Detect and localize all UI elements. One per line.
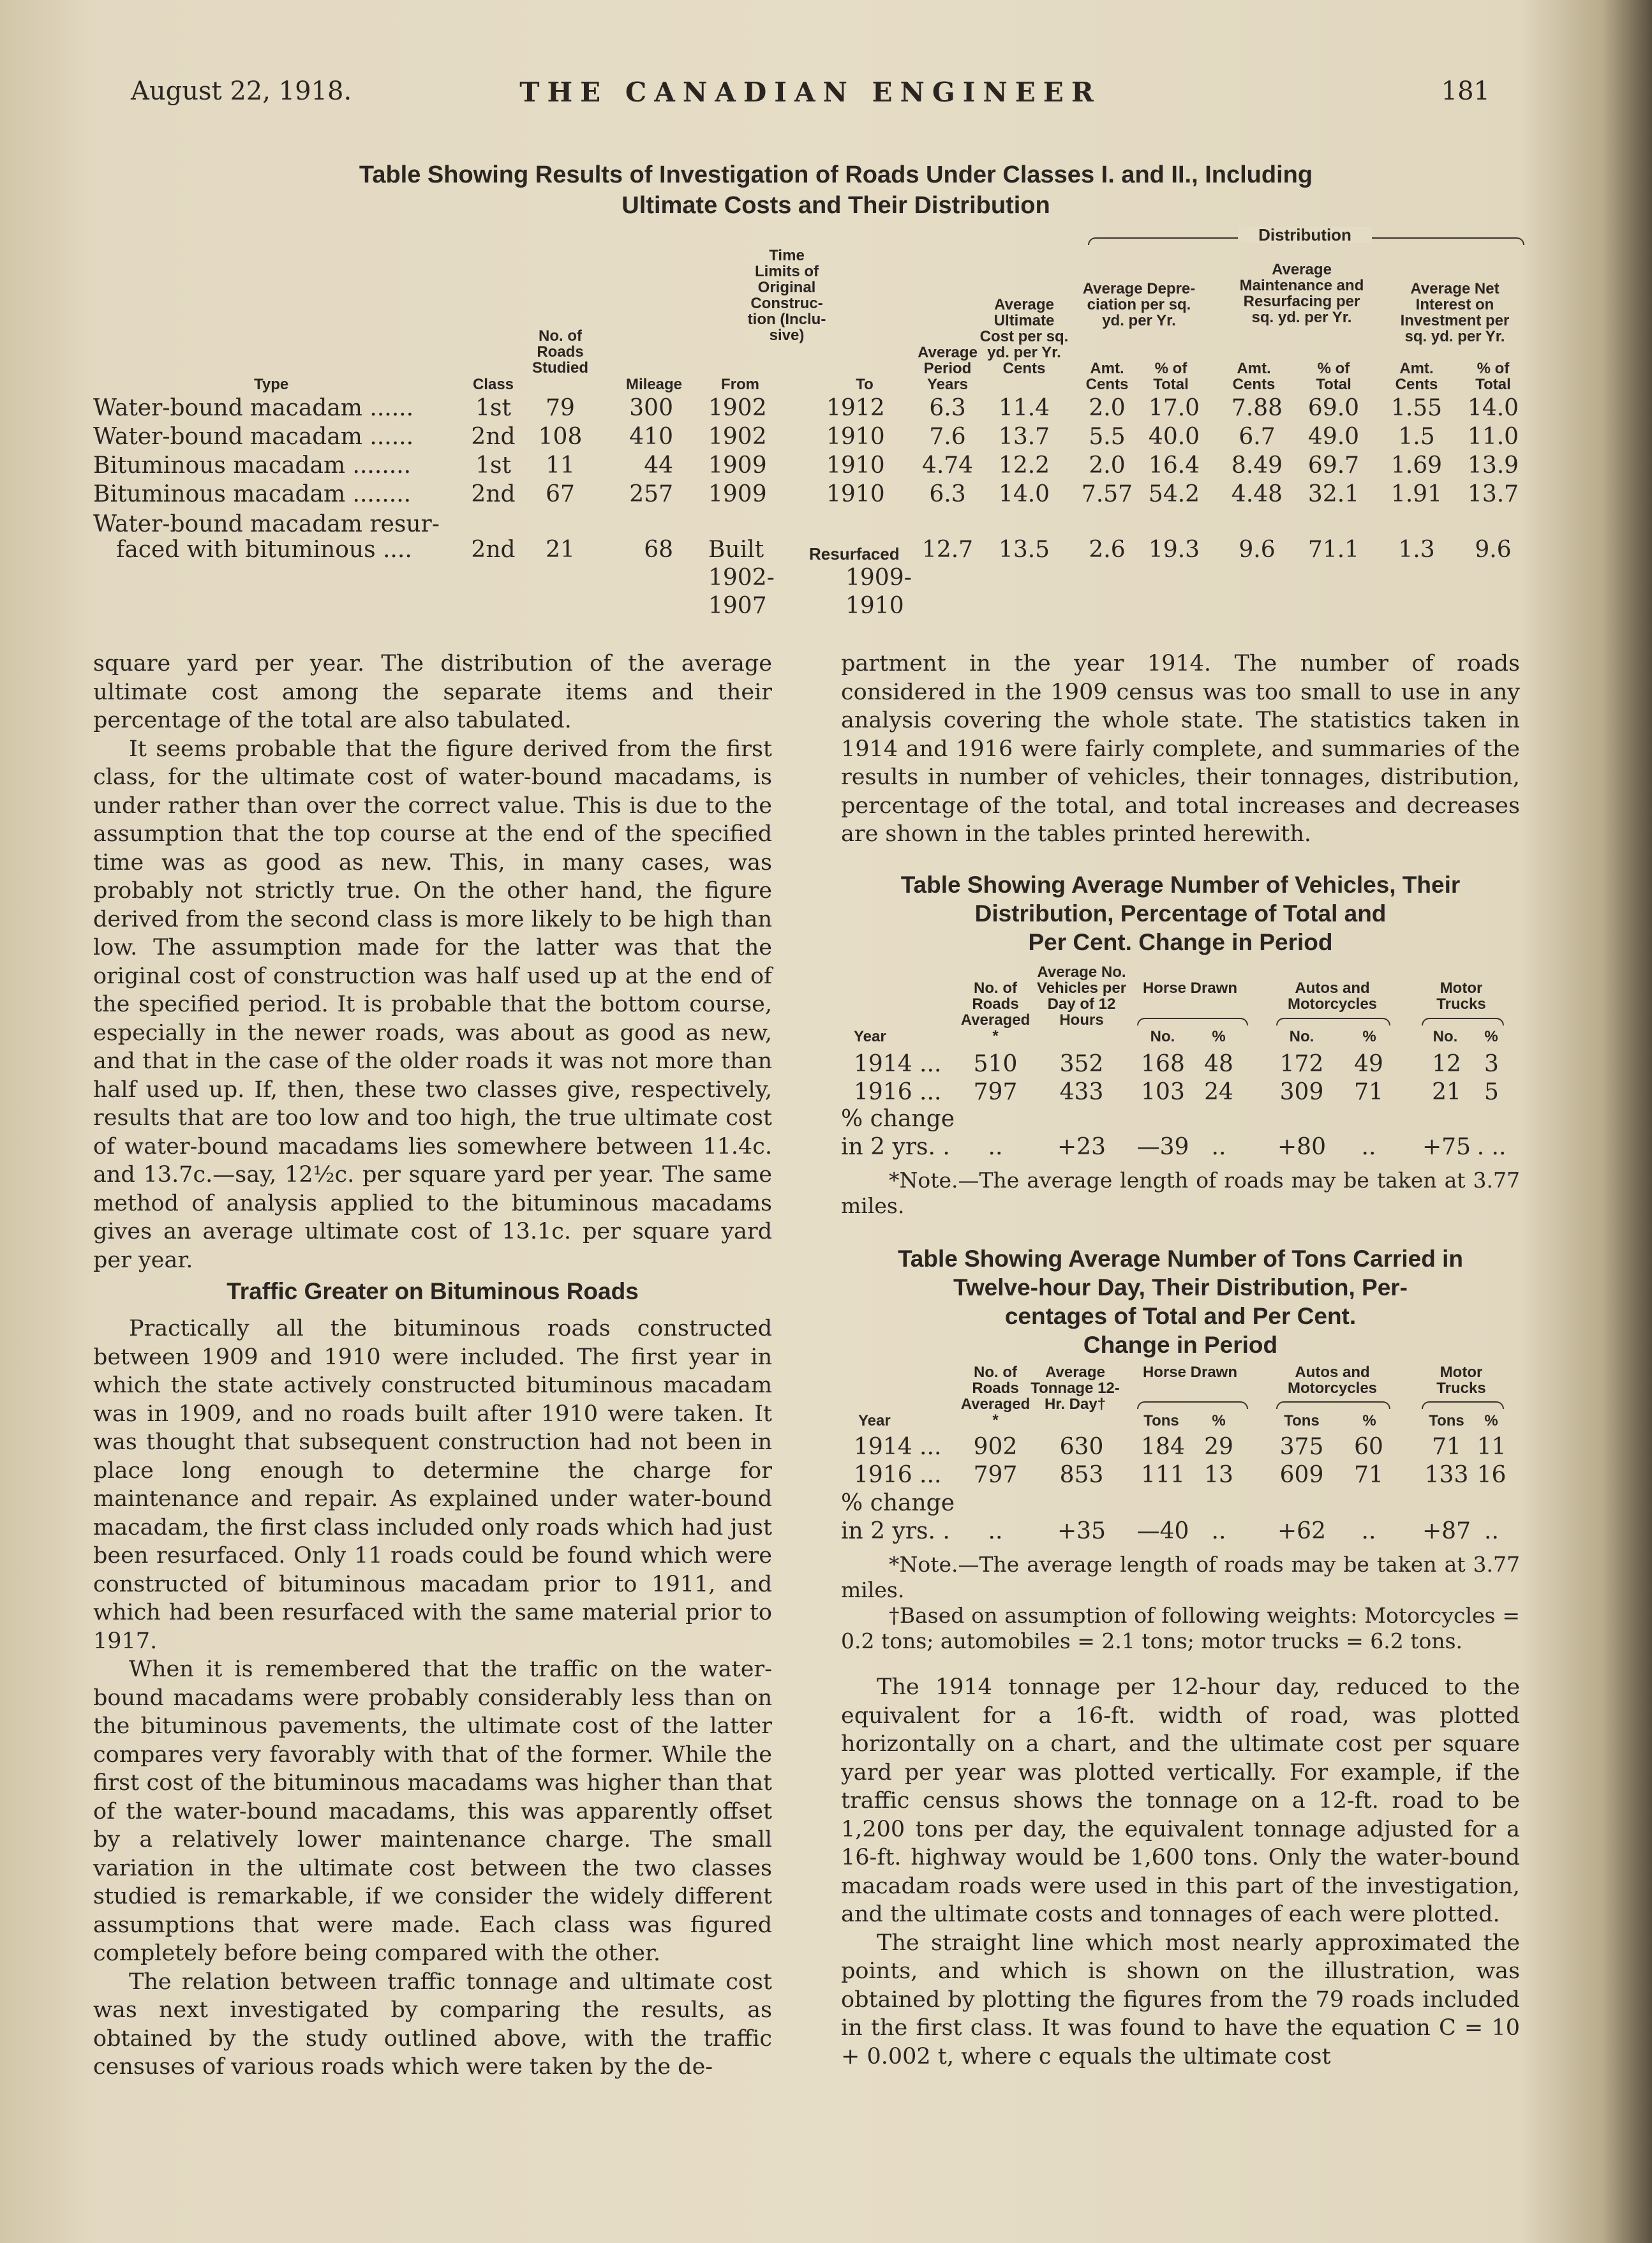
table3-title	[841, 1244, 1520, 1359]
t1-cell-m-pct: 69.0	[1307, 395, 1360, 421]
table3-cell-h-pct: 29	[1204, 1434, 1233, 1460]
t1-cell-cls: 1st	[475, 395, 511, 421]
t1-last-to3: 1910	[845, 593, 904, 619]
t1-cell-i-pct: 13.9	[1467, 452, 1519, 479]
left-para-1: square yard per year. The distribution of the average ultimate cost among the separate items and their percentage of the total are also tabulated.	[93, 651, 772, 733]
table3-change-label1: % change	[841, 1490, 955, 1516]
t1-last-mileage: 68	[644, 537, 673, 563]
t1-cell-mileage: 410	[629, 424, 673, 450]
t1-cell-dep-pct: 17.0	[1148, 395, 1200, 421]
t1-cell-roads: 108	[538, 424, 583, 450]
t1-cell-m-pct: 49.0	[1307, 424, 1360, 450]
t3-h-avg: Average Tonnage 12-Hr. Day†	[1031, 1364, 1120, 1413]
right-column-part2	[841, 1673, 1520, 2071]
table3-title-line1: Table Showing Average Number of Tons Carried in	[897, 1246, 1464, 1272]
th-int-amt: Amt. Cents	[1395, 360, 1438, 393]
t1-cell-type: Bituminous macadam ........	[93, 452, 412, 479]
table3-cell-year: 1916 ...	[854, 1462, 942, 1488]
section-heading: Traffic Greater on Bituminous Roads	[227, 1278, 639, 1304]
t3-horse-bracket	[1137, 1401, 1248, 1409]
t1-cell-m-pct: 69.7	[1307, 452, 1360, 479]
t1-cell-dep-amt: 7.57	[1081, 481, 1133, 507]
table3-cell-h-pct: 13	[1204, 1462, 1233, 1488]
table2-cell-t-no: 12	[1432, 1051, 1461, 1077]
page-header	[131, 77, 1490, 121]
table2-change-avg: +23	[1057, 1134, 1106, 1160]
t1-cell-mileage: 44	[644, 452, 673, 479]
table2-change-a-no: +80	[1277, 1134, 1326, 1160]
left-column-part2	[93, 1315, 772, 2082]
t3-note1: *Note.—The average length of roads may be taken at 3.77 miles.	[841, 1552, 1520, 1602]
th-type: Type	[254, 376, 289, 393]
th-dep-pct: % of Total	[1153, 360, 1189, 393]
t3-h-horse: Horse Drawn	[1142, 1364, 1238, 1381]
right-para-2: The 1914 tonnage per 12-hour day, reduced to the equivalent for a 16-ft. width of road, was plotted horizontally on a chart, and the ultimate cost per square yard per year was plotted vertically. For example, if the traffic census shows the tonnage on a 12-ft. road to be 1,200 tons per day, the equivalent tonnage adjusted for a 16-ft. highway would be 1,600 tons. Only the water-bound macadam roads were used in this part of the investigation, and the ultimate costs and tonnages of each were plotted.	[841, 1674, 1520, 1927]
t1-cell-cls: 2nd	[471, 481, 516, 507]
t2-h-trucks-no: No.	[1432, 1028, 1458, 1045]
t1-cell-from: 1902	[708, 395, 767, 421]
left-para-2: It seems probable that the figure derived from the first class, for the ultimate cost of water-bound macadams, is under rather than over the correct value. This is due to the assumption that the top course at the end of the specified time was as good as new. This, in many cases, was probably not strictly true. On the other hand, the figure derived from the second class is more likely to be high than low. The assumption made for the latter was that the original cost of construction was half used up at the end of the specified period. It is probable that the bottom course, especially in the newer roads, was about as good as new, and that in the case of the older roads it was not more than half used up. If, then, these two classes give, respectively, results that are too low and too high, the true ultimate cost of water-bound macadams lies somewhere between 11.4c. and 13.7c.—say, 12½c. per square yard per year. The same method of analysis applied to the bituminous macadams gives an average ultimate cost of 13.1c. per square yard per year.	[93, 736, 772, 1273]
t2-h-roads: No. of Roads Averaged *	[960, 980, 1031, 1045]
t2-h-horse-pct: %	[1212, 1028, 1226, 1045]
issue-date: August 22, 1918.	[131, 77, 352, 106]
t1-cell-type: Bituminous macadam ........	[93, 481, 412, 507]
table3-cell-year: 1914 ...	[854, 1434, 942, 1460]
t2-autos-bracket	[1276, 1018, 1390, 1025]
t1-cell-i-amt: 1.69	[1390, 452, 1443, 479]
th-avg-period: Average Period Years	[918, 344, 978, 393]
table2-title	[841, 870, 1520, 957]
page-number: 181	[1441, 77, 1490, 106]
left-para-3: Practically all the bituminous roads constructed between 1909 and 1910 were included. The first year in which the state actively constructed bituminous macadam was in 1909, and no roads built after 1910 were taken. It was thought that subsequent construction had not been in place long enough to determine the charge for maintenance and repair. As explained under water-bound macadam, the first class included only roads which had just been resurfaced. Only 11 roads could be found which were constructed of bituminous macadam prior to 1911, and which had been resurfaced with the same material prior to 1917.	[93, 1316, 772, 1654]
table3-title-line3: centages of Total and Per Cent.	[1004, 1303, 1357, 1329]
t1-cell-m-amt: 4.48	[1231, 481, 1283, 507]
t2-h-horse-no: No.	[1150, 1028, 1175, 1045]
t3-h-trucks-pct: %	[1484, 1412, 1498, 1429]
t1-last-dep-pct: 19.3	[1148, 537, 1200, 563]
t2-note: *Note.—The average length of roads may be taken at 3.77 miles.	[841, 1168, 1520, 1218]
t1-last-to2: 1909-	[845, 565, 912, 591]
t1-cell-type: Water-bound macadam ......	[93, 424, 414, 450]
right-para-1: partment in the year 1914. The number of roads considered in the 1909 census was too small to use in any analysis covering the whole state. The statistics taken in 1914 and 1916 were fairly complete, and summaries of the results in number of vehicles, their tonnages, distribution, percentage of the total, and total increases and decreases are shown in the tables printed herewith.	[841, 651, 1520, 847]
t1-cell-period: 7.6	[929, 424, 966, 450]
t2-h-autos-pct: %	[1362, 1028, 1376, 1045]
t1-cell-to: 1910	[826, 452, 885, 479]
table3-change-avg: +35	[1057, 1518, 1106, 1544]
table3-cell-h-no: 111	[1141, 1462, 1185, 1488]
t1-cell-m-amt: 8.49	[1231, 452, 1283, 479]
t1-cell-i-pct: 14.0	[1467, 395, 1519, 421]
table3-change-roads: ..	[988, 1518, 1003, 1544]
t1-cell-period: 6.3	[929, 395, 966, 421]
table3-cell-roads: 797	[973, 1462, 1018, 1488]
t2-horse-bracket	[1137, 1018, 1248, 1025]
t1-last-from2: 1902-	[708, 565, 775, 591]
th-from: From	[721, 376, 759, 393]
table3-cell-h-no: 184	[1141, 1434, 1185, 1460]
t1-cell-dep-amt: 5.5	[1089, 424, 1126, 450]
t1-cell-roads: 79	[546, 395, 575, 421]
t1-last-m-amt: 9.6	[1239, 537, 1276, 563]
t1-cell-dep-pct: 54.2	[1148, 481, 1200, 507]
t1-last-from3: 1907	[708, 593, 767, 619]
t1-cell-i-amt: 1.55	[1390, 395, 1443, 421]
t1-cell-cost: 14.0	[998, 481, 1050, 507]
t1-cell-i-pct: 11.0	[1467, 424, 1519, 450]
t1-cell-mileage: 300	[629, 395, 673, 421]
t3-h-autos-tons: Tons	[1284, 1412, 1320, 1429]
t1-last-i-pct: 9.6	[1475, 537, 1512, 563]
table3-cell-a-no: 609	[1279, 1462, 1324, 1488]
t1-cell-dep-pct: 40.0	[1148, 424, 1200, 450]
t3-trucks-bracket	[1422, 1401, 1504, 1409]
t1-last-period: 12.7	[921, 537, 974, 563]
t1-cell-m-pct: 32.1	[1307, 481, 1360, 507]
t1-cell-to: 1910	[826, 424, 885, 450]
t1-cell-mileage: 257	[629, 481, 673, 507]
table3-cell-a-pct: 60	[1354, 1434, 1383, 1460]
table2-cell-h-no: 168	[1141, 1051, 1185, 1077]
th-maint-amt: Amt. Cents	[1232, 360, 1276, 393]
t3-h-autos-pct: %	[1362, 1412, 1376, 1429]
table2-cell-h-pct: 48	[1204, 1051, 1233, 1077]
t1-cell-cost: 11.4	[998, 395, 1050, 421]
t1-last-to-label: Resurfaced	[809, 544, 900, 563]
table3-cell-t-pct: 16	[1477, 1462, 1507, 1488]
t1-cell-from: 1909	[708, 481, 767, 507]
th-class: Class	[472, 376, 514, 393]
table2-cell-t-pct: 5	[1484, 1079, 1499, 1105]
table2-change-label2: in 2 yrs. .	[841, 1134, 950, 1160]
t1-last-i-amt: 1.3	[1398, 537, 1435, 563]
t1-last-m-pct: 71.1	[1307, 537, 1360, 563]
t1-cell-roads: 11	[546, 452, 575, 479]
table3-title-line4: Change in Period	[1083, 1332, 1278, 1358]
th-to: To	[856, 376, 874, 393]
t1-last-type2: faced with bituminous ....	[116, 537, 412, 563]
table1-title-line2: Ultimate Costs and Their Distribution	[621, 192, 1050, 219]
t3-h-trucks-tons: Tons	[1429, 1412, 1464, 1429]
t1-cell-m-amt: 6.7	[1239, 424, 1276, 450]
t1-cell-cls: 1st	[475, 452, 511, 479]
table3-change-t-no: +87	[1422, 1518, 1471, 1544]
th-int-pct: % of Total	[1475, 360, 1511, 393]
table2-change-t-no: +75	[1422, 1134, 1471, 1160]
distribution-label: Distribution	[1238, 227, 1372, 243]
table2-cell-h-no: 103	[1141, 1079, 1185, 1105]
t3-h-trucks: Motor Trucks	[1436, 1364, 1486, 1397]
table2-change-label1: % change	[841, 1106, 955, 1132]
table3-change-t-pct: ..	[1484, 1518, 1499, 1544]
th-maintenance: Average Maintenance and Resurfacing per sq. yd. per Yr.	[1239, 261, 1364, 326]
t2-h-horse: Horse Drawn	[1142, 980, 1238, 997]
table2-cell-a-no: 172	[1279, 1051, 1324, 1077]
th-depreciation: Average Depre- ciation per sq. yd. per Yr.	[1082, 280, 1196, 329]
t1-last-type1: Water-bound macadam resur-	[93, 511, 440, 537]
table2-cell-a-no: 309	[1279, 1079, 1324, 1105]
t1-cell-cls: 2nd	[471, 424, 516, 450]
table3-cell-avg: 853	[1059, 1462, 1104, 1488]
t2-h-year: Year	[854, 1028, 886, 1045]
t1-cell-dep-pct: 16.4	[1148, 452, 1200, 479]
t1-cell-from: 1909	[708, 452, 767, 479]
table2-cell-h-pct: 24	[1204, 1079, 1233, 1105]
table2-change-h-pct: ..	[1211, 1134, 1226, 1160]
table2-cell-year: 1914 ...	[854, 1051, 942, 1077]
table2-change-roads: ..	[988, 1134, 1003, 1160]
t1-cell-i-pct: 13.7	[1467, 481, 1519, 507]
t3-h-autos: Autos and Motorcycles	[1287, 1364, 1378, 1397]
t1-cell-period: 4.74	[921, 452, 974, 479]
right-column-part1	[841, 650, 1520, 849]
t3-h-horse-tons: Tons	[1143, 1412, 1179, 1429]
table2-cell-roads: 797	[973, 1079, 1018, 1105]
right-para-3: The straight line which most nearly approximated the points, and which is shown on the illustration, was obtained by plotting the figures from the 79 roads included in the first class. It was found to have the equation C = 10 + 0.002 t, where c equals the ultimate cost	[841, 1930, 1520, 2069]
t1-cell-type: Water-bound macadam ......	[93, 395, 414, 421]
table2-cell-roads: 510	[973, 1051, 1018, 1077]
t3-h-year: Year	[858, 1412, 891, 1429]
t1-last-class: 2nd	[471, 537, 516, 563]
t1-last-from1: Built	[708, 537, 764, 563]
table2-title-line2: Distribution, Percentage of Total and	[974, 900, 1387, 927]
t1-cell-i-amt: 1.91	[1390, 481, 1443, 507]
t2-h-trucks: Motor Trucks	[1436, 980, 1486, 1013]
t1-cell-cost: 13.7	[998, 424, 1050, 450]
th-roads: No. of Roads Studied	[532, 327, 588, 376]
table3-cell-a-pct: 71	[1354, 1462, 1383, 1488]
table3-cell-roads: 902	[973, 1434, 1018, 1460]
t3-h-roads: No. of Roads Averaged *	[960, 1364, 1031, 1429]
t1-last-roads: 21	[546, 537, 575, 563]
t3-h-horse-pct: %	[1212, 1412, 1226, 1429]
table2-change-t-pct: . ..	[1477, 1134, 1507, 1160]
table3-cell-a-no: 375	[1279, 1434, 1324, 1460]
table3-change-a-no: +62	[1277, 1518, 1326, 1544]
th-time-limits: Time Limits of Original Construc- tion (Inclu- sive)	[747, 247, 826, 344]
table3-cell-t-no: 133	[1424, 1462, 1469, 1488]
t2-trucks-bracket	[1422, 1018, 1504, 1025]
table2-change-a-pct: ..	[1361, 1134, 1376, 1160]
table3-cell-avg: 630	[1059, 1434, 1104, 1460]
t1-cell-to: 1912	[826, 395, 885, 421]
table2-cell-t-no: 21	[1432, 1079, 1461, 1105]
t1-last-cost: 13.5	[998, 537, 1050, 563]
left-para-4: When it is remembered that the traffic on the water-bound macadams were probably considerably less than on the bituminous pavements, the ultimate cost of the latter compares very favorably with that of the former. While the first cost of the bituminous macadams was higher than that of the water-bound macadams, this was apparently offset by a relatively lower maintenance charge. The small variation in the ultimate cost between the two classes studied is remarkable, if we consider the widely different assumptions that were made. Each class was figured completely before being compared with the other.	[93, 1657, 772, 1966]
th-mileage: Mileage	[625, 376, 683, 393]
table2-cell-a-pct: 49	[1354, 1051, 1383, 1077]
th-interest: Average Net Interest on Investment per sq. yd. per Yr.	[1400, 280, 1510, 345]
table3-change-h-pct: ..	[1211, 1518, 1226, 1544]
table2-title-line3: Per Cent. Change in Period	[1028, 929, 1333, 955]
th-avg-cost: Average Ultimate Cost per sq. yd. per Yr. Cents	[979, 296, 1069, 377]
table2-cell-t-pct: 3	[1484, 1051, 1499, 1077]
table3-change-h-no: —40	[1136, 1518, 1189, 1544]
table2-cell-avg: 433	[1059, 1079, 1104, 1105]
journal-title: THE CANADIAN ENGINEER	[519, 77, 1101, 108]
table2-change-h-no: —39	[1136, 1134, 1189, 1160]
t1-cell-i-amt: 1.5	[1398, 424, 1435, 450]
table2-cell-avg: 352	[1059, 1051, 1104, 1077]
left-para-5: The relation between traffic tonnage and ultimate cost was next investigated by comparing the results, as obtained by the study outlined above, with the traffic censuses of various roads which were taken by the de-	[93, 1969, 772, 2080]
table3-cell-t-pct: 11	[1477, 1434, 1507, 1460]
t1-cell-m-amt: 7.88	[1231, 395, 1283, 421]
t1-cell-cost: 12.2	[998, 452, 1050, 479]
th-dep-amt: Amt. Cents	[1085, 360, 1129, 393]
t2-h-autos: Autos and Motorcycles	[1287, 980, 1378, 1013]
t2-h-avg: Average No. Vehicles per Day of 12 Hours	[1036, 964, 1127, 1029]
table3-cell-t-no: 71	[1432, 1434, 1461, 1460]
table2-cell-year: 1916 ...	[854, 1079, 942, 1105]
table3-change-a-pct: ..	[1361, 1518, 1376, 1544]
t1-last-dep-amt: 2.6	[1089, 537, 1126, 563]
t1-cell-roads: 67	[546, 481, 575, 507]
left-column-part1	[93, 650, 772, 1274]
table1-title	[211, 160, 1461, 221]
t1-cell-dep-amt: 2.0	[1089, 452, 1126, 479]
table2-cell-a-pct: 71	[1354, 1079, 1383, 1105]
table2-title-line1: Table Showing Average Number of Vehicles, Their	[900, 872, 1461, 898]
t1-cell-to: 1910	[826, 481, 885, 507]
table1-title-line1: Table Showing Results of Investigation of Roads Under Classes I. and II., Including	[359, 161, 1313, 188]
t1-cell-period: 6.3	[929, 481, 966, 507]
t3-note2: †Based on assumption of following weights: Motorcycles = 0.2 tons; automobiles = 2.1 tons; motor trucks = 6.2 tons.	[841, 1603, 1520, 1653]
t3-autos-bracket	[1276, 1401, 1390, 1409]
t1-cell-from: 1902	[708, 424, 767, 450]
th-maint-pct: % of Total	[1316, 360, 1351, 393]
t2-h-trucks-pct: %	[1484, 1028, 1498, 1045]
table3-title-line2: Twelve-hour Day, Their Distribution, Per-	[953, 1274, 1408, 1300]
t2-h-autos-no: No.	[1289, 1028, 1314, 1045]
table3-change-label2: in 2 yrs. .	[841, 1518, 950, 1544]
t1-cell-dep-amt: 2.0	[1089, 395, 1126, 421]
